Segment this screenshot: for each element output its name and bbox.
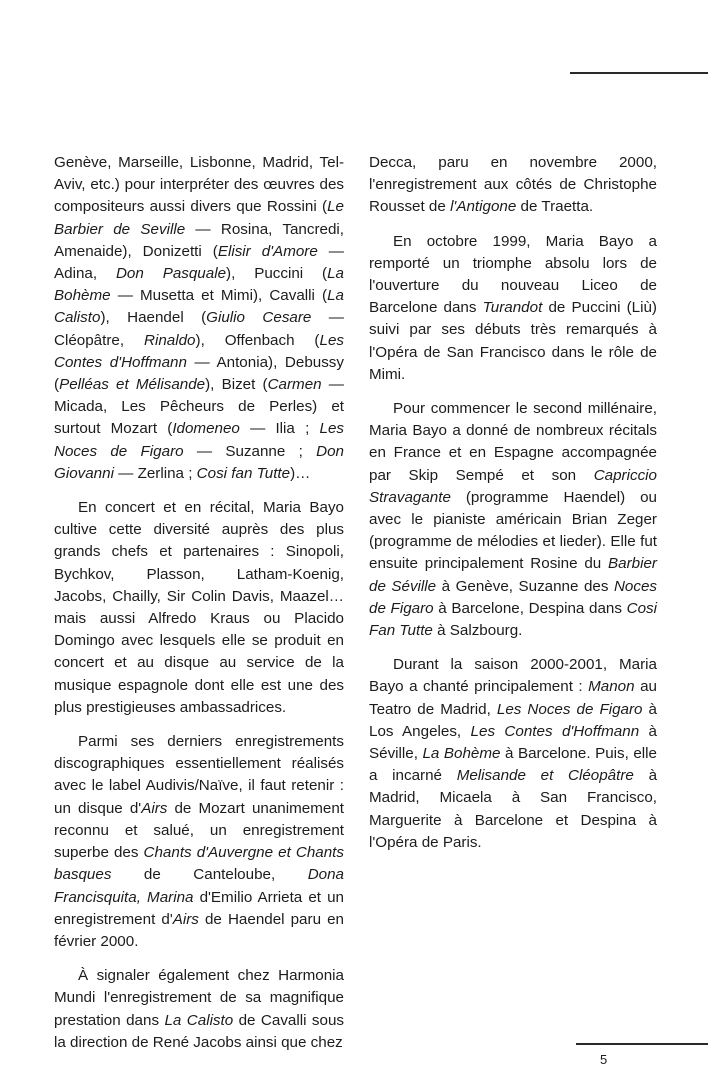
paragraph: Decca, paru en novembre 2000, l'enregistrement aux côtés de Christophe Rousset de l'Antigone de Traetta. — [369, 154, 657, 216]
paragraph: Pour commencer le second millénaire, Maria Bayo a donné de nombreux récitals en France et en Espagne accompagnée par Skip Sempé et son Capriccio Stravagante (programme Haendel) ou avec le pianiste américain Brian Zeger (programme de mélodies et lieder). Elle fut ensuite principalement Rosine du Barbier de Séville à Genève, Suzanne des Noces de Figaro à Barcelone, Despina dans Cosi Fan Tutte à Salzbourg. — [369, 400, 657, 640]
italic-title: Dona Francisquita, Marina — [54, 866, 344, 906]
italic-title: Noces de Figaro — [369, 577, 657, 617]
left-column — [54, 152, 344, 1066]
italic-title: Le Barbier de Seville — [54, 198, 344, 238]
italic-title: Don Pasquale — [115, 265, 227, 283]
top-rule — [570, 72, 708, 74]
bottom-rule — [576, 1043, 708, 1045]
italic-title: Les Noces de Figaro — [496, 700, 643, 718]
italic-title: Giulio Cesare — [206, 309, 312, 327]
paragraph: Genève, Marseille, Lisbonne, Madrid, Tel-Aviv, etc.) pour interpréter des œuvres des compositeurs aussi divers que Rossini (Le Barbier de Seville — Rosina, Tancredi, Amenaide), Donizetti (Elisir d'Amore — Adina, Don Pasquale), Puccini (La Bohème — Musetta et Mimi), Cavalli (La Calisto), Haendel (Giulio Cesare — Cléopâtre, Rinaldo), Offenbach (Les Contes d'Hoffmann — Antonia), Debussy (Pelléas et Mélisande), Bizet (Carmen — Micada, Les Pêcheurs de Perles) et surtout Mozart (Idomeneo — Ilia ; Les Noces de Figaro — Suzanne ; Don Giovanni — Zerlina ; Cosi fan Tutte)… — [54, 154, 345, 482]
right-column — [369, 152, 657, 866]
italic-title: Elisir d'Amore — [217, 242, 318, 260]
italic-title: Airs — [172, 910, 199, 928]
italic-title: Idomeneo — [172, 420, 240, 438]
italic-title: Les Contes d'Hoffmann — [54, 331, 344, 371]
italic-title: Carmen — [267, 376, 322, 394]
italic-title: Chants d'Auvergne et Chants basques — [54, 844, 344, 884]
paragraph: En octobre 1999, Maria Bayo a remporté un triomphe absolu lors de l'ouverture du nouveau Liceo de Barcelone dans Turandot de Puccini (Liù) suivi par ses débuts très remarqués à l'Opéra de San Francisco dans le rôle de Mimi. — [369, 232, 657, 383]
italic-title: Don Giovanni — [54, 442, 344, 482]
italic-title: Pelléas et Mélisande — [59, 376, 206, 394]
italic-title: La Calisto — [164, 1011, 234, 1029]
paragraph: À signaler également chez Harmonia Mundi l'enregistrement de sa magnifique prestation dans La Calisto de Cavalli sous la direction de René Jacobs ainsi que chez — [54, 967, 344, 1051]
italic-title: l'Antigone — [450, 198, 517, 216]
italic-title: Barbier de Séville — [369, 555, 657, 595]
italic-title: La Bohème — [54, 265, 344, 305]
paragraph: Parmi ses derniers enregistrements discographiques essentiellement réalisés avec le label Audivis/Naïve, il faut retenir : un disque d'Airs de Mozart unanimement reconnu et salué, un enregistrement superbe des Chants d'Auvergne et Chants basques de Canteloube, Dona Francisquita, Marina d'Emilio Arrieta et un enregistrement d'Airs de Haendel paru en février 2000. — [54, 733, 344, 950]
italic-title: Capriccio Stravagante — [369, 466, 657, 506]
italic-title: Les Noces de Figaro — [54, 420, 345, 460]
paragraph: Durant la saison 2000-2001, Maria Bayo a chanté principalement : Manon au Teatro de Madrid, Les Noces de Figaro à Los Angeles, Les Contes d'Hoffmann à Séville, La Bohème à Barcelone. Puis, elle a incarné Melisande et Cléopâtre à Madrid, Micaela à San Francisco, Marguerite à Barcelone et Despina à l'Opéra de Paris. — [369, 656, 658, 851]
italic-title: Rinaldo — [144, 331, 196, 349]
italic-title: Cosi Fan Tutte — [369, 599, 657, 640]
italic-title: Les Contes d'Hoffmann — [470, 722, 640, 740]
italic-title: Melisande et Cléopâtre — [456, 767, 634, 785]
italic-title: Airs — [141, 799, 168, 817]
italic-title: Turandot — [482, 299, 543, 317]
page-number: 5 — [600, 1052, 608, 1067]
paragraph: En concert et en récital, Maria Bayo cultive cette diversité auprès des plus grands chefs et partenaires : Sinopoli, Bychkov, Plasson, Latham-Koenig, Jacobs, Chailly, Sir Colin Davis, Maazel… mais aussi Alfredo Kraus ou Placido Domingo avec lesquels elle se produit en concert et au disque au service de la musique espagnole dont elle est une des plus prestigieuses ambassadrices. — [54, 499, 344, 716]
italic-title: La Calisto — [54, 287, 344, 327]
italic-title: Cosi fan Tutte — [196, 464, 291, 482]
italic-title: Manon — [588, 678, 635, 696]
italic-title: La Bohème — [422, 745, 501, 763]
